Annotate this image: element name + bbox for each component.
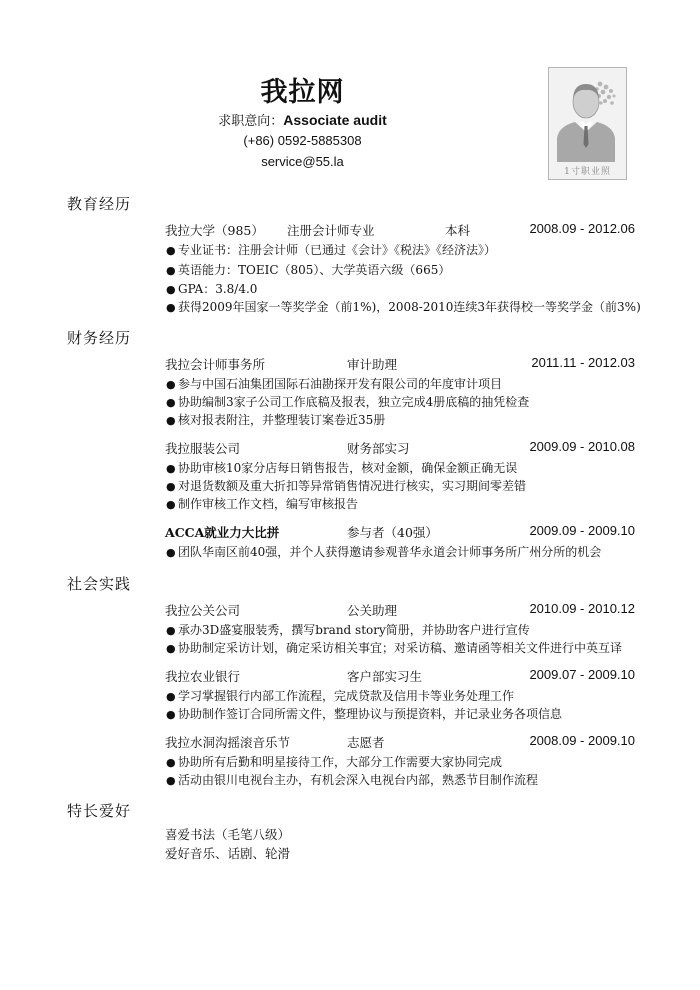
email-address: service@55.la [261,154,344,169]
list-item: ● 协助编制3家子公司工作底稿及报表，独立完成4册底稿的抽凭检查 [166,395,530,409]
bullet-icon: ● [166,642,176,655]
job-entry [165,667,635,685]
bullet-icon: ● [166,301,176,314]
org-name: 我拉公关公司 [165,603,241,618]
degree: 本科 [445,223,471,238]
list-item: ● 团队华南区前40强，并个人获得邀请参观普华永道会计师事务所广州分所的机会 [166,545,602,559]
job-date: 2008.09 - 2009.10 [529,733,635,748]
job-role: 财务部实习 [347,441,410,456]
list-item: ● 制作审核工作文档，编写审核报告 [166,497,359,511]
list-item: ● 核对报表附注，并整理装订案卷近35册 [166,413,386,427]
list-item: ● 学习掌握银行内部工作流程，完成贷款及信用卡等业务处理工作 [166,689,515,703]
avatar-placeholder-icon [553,72,623,162]
job-date: 2009.09 - 2009.10 [529,523,635,538]
education-date: 2008.09 - 2012.06 [529,221,635,236]
list-item: ● 获得2009年国家一等奖学金（前1%)，2008-2010连续3年获得校一等奖学金（前3%) [166,300,641,314]
list-item: ● GPA：3.8/4.0 [166,282,258,296]
hobby-item: 爱好音乐、话剧、轮滑 [165,846,291,861]
bullet-icon: ● [166,378,176,391]
school-name: 我拉大学（985） [165,223,264,238]
major: 注册会计师专业 [287,223,375,238]
job-role: 参与者（40强） [347,525,438,540]
bullet-icon: ● [166,244,176,257]
section-title-education: 教育经历 [67,195,132,213]
job-intent-value: Associate audit [283,112,387,128]
bullet-icon: ● [166,546,176,559]
bullet-icon: ● [166,462,176,475]
bullet-icon: ● [166,756,176,769]
section-title-social: 社会实践 [67,575,132,593]
job-entry [165,439,635,457]
job-date: 2011.11 - 2012.03 [531,355,635,370]
list-item: ● 协助审核10家分店每日销售报告，核对金额，确保金额正确无误 [166,461,518,475]
list-item: ● 英语能力：TOEIC（805）、大学英语六级（665） [166,263,451,277]
phone-number: (+86) 0592-5885308 [243,133,362,148]
education-entry [165,221,635,239]
resume-name: 我拉网 [260,77,345,108]
org-name: 我拉农业银行 [165,669,241,684]
bullet-icon: ● [166,414,176,427]
job-date: 2009.09 - 2010.08 [529,439,635,454]
job-role: 客户部实习生 [347,669,423,684]
bullet-icon: ● [166,396,176,409]
list-item: ● 专业证书：注册会计师（已通过《会计》《税法》《经济法》） [166,243,497,257]
list-item: ● 协助制作签订合同所需文件，整理协议与预提资料，并记录业务各项信息 [166,707,563,721]
bullet-icon: ● [166,708,176,721]
job-intent-label: 求职意向： [218,114,284,129]
job-date: 2010.09 - 2010.12 [529,601,635,616]
job-role: 审计助理 [347,357,398,372]
job-intent [0,110,605,129]
list-item: ● 对退货数额及重大折扣等异常销售情况进行核实，实习期间零差错 [166,479,527,493]
list-item: ● 参与中国石油集团国际石油勘探开发有限公司的年度审计项目 [166,377,503,391]
bullet-icon: ● [166,480,176,493]
bullet-icon: ● [166,264,176,277]
photo-caption: 1寸职业照 [564,167,611,177]
job-entry [165,523,635,541]
bullet-icon: ● [166,283,176,296]
org-name: 我拉会计师事务所 [165,357,266,372]
section-title-finance: 财务经历 [67,329,132,347]
list-item: ● 承办3D盛宴服装秀，撰写brand story简册，并协助客户进行宣传 [166,623,530,637]
list-item: ● 协助所有后勤和明星接待工作，大部分工作需要大家协同完成 [166,755,503,769]
bullet-icon: ● [166,774,176,787]
list-item: ● 协助制定采访计划，确定采访相关事宜；对采访稿、邀请函等相关文件进行中英互译 [166,641,623,655]
list-item: ● 活动由银川电视台主办，有机会深入电视台内部，熟悉节目制作流程 [166,773,539,787]
bullet-icon: ● [166,498,176,511]
job-entry [165,733,635,751]
job-role: 公关助理 [347,603,398,618]
org-name: 我拉水洞沟摇滚音乐节 [165,735,291,750]
bullet-icon: ● [166,690,176,703]
bullet-icon: ● [166,624,176,637]
job-role: 志愿者 [347,735,385,750]
org-name: ACCA就业力大比拼 [165,525,280,540]
section-title-hobbies: 特长爱好 [67,802,132,820]
job-entry [165,601,635,619]
profile-photo [548,67,627,180]
org-name: 我拉服装公司 [165,441,241,456]
job-entry [165,355,635,373]
job-date: 2009.07 - 2009.10 [529,667,635,682]
hobby-item: 喜爱书法（毛笔八级） [165,827,291,842]
